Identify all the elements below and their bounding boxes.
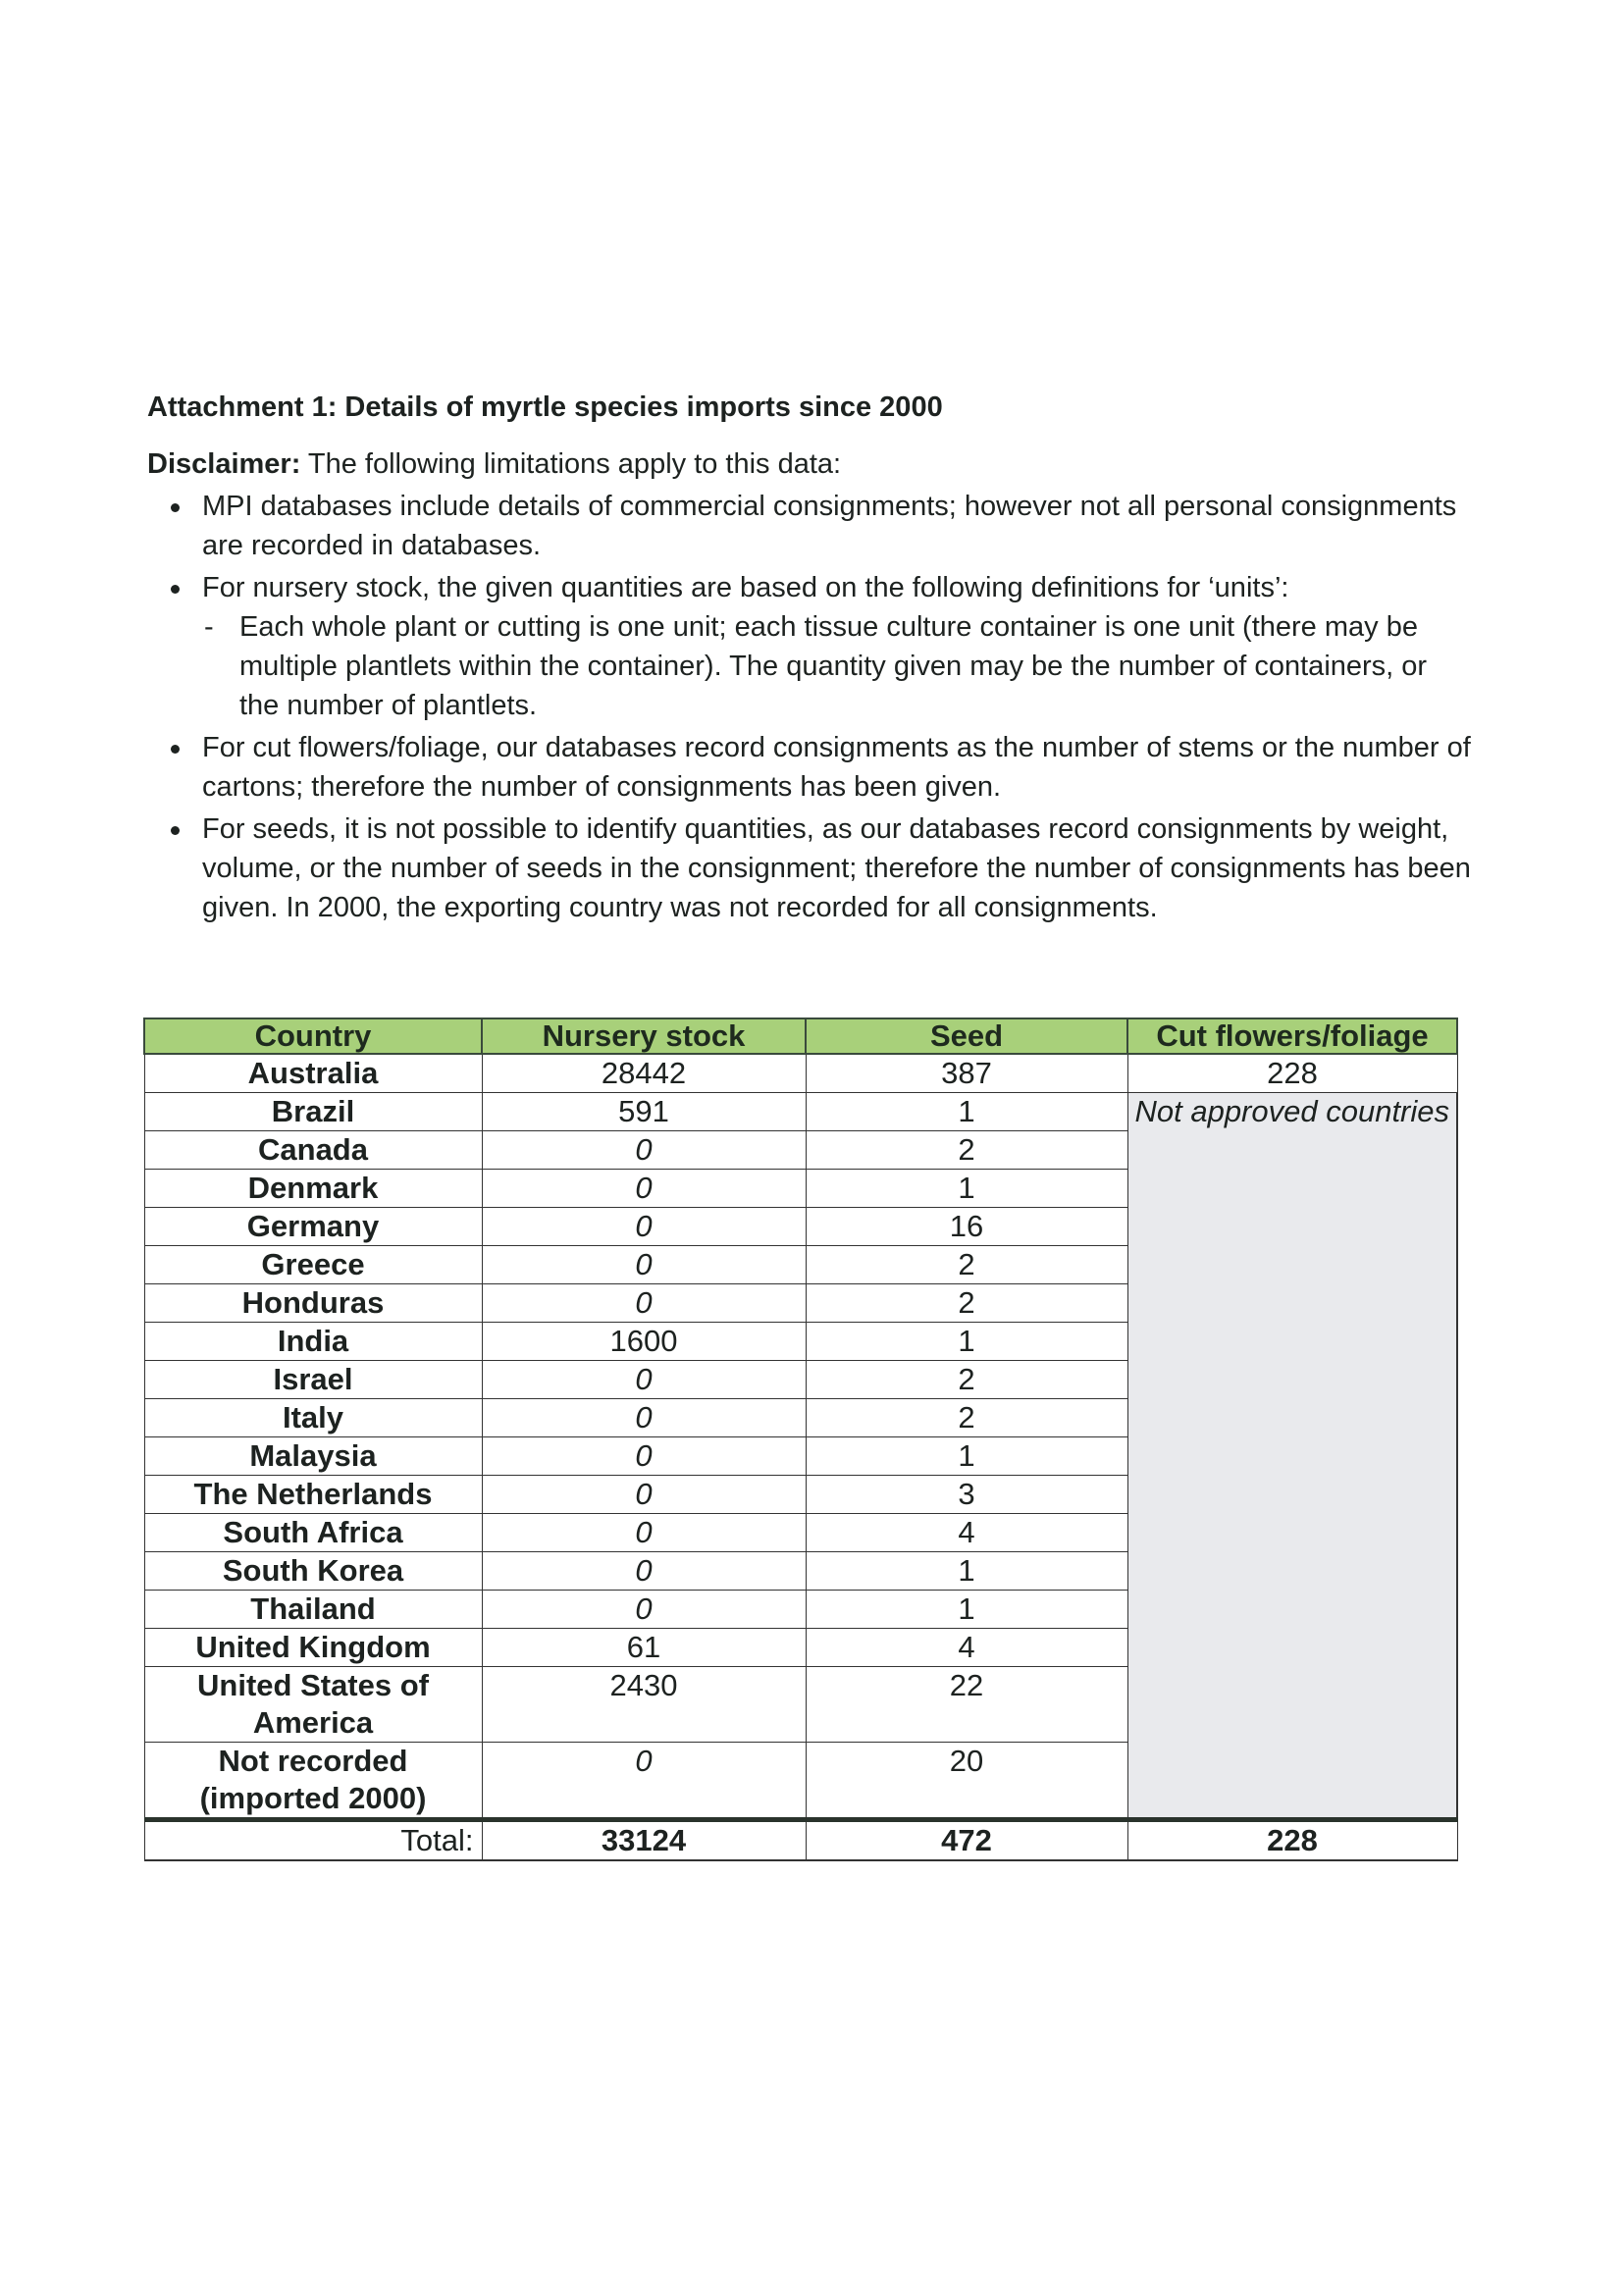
cell-nursery: 28442	[482, 1054, 806, 1093]
document-body	[147, 388, 1471, 929]
cell-country: Canada	[144, 1131, 482, 1170]
sub-list	[202, 607, 1478, 725]
cell-country: United Kingdom	[144, 1629, 482, 1667]
bullet-icon	[171, 585, 180, 594]
total-nursery: 33124	[482, 1820, 806, 1861]
list-item: For nursery stock, the given quantities are based on the following definitions for ‘units’: - Each whole plant or cutting is one unit; each tissue culture container is one unit (there may be multiple plantlets within the container). The quantity given may be the number of containers, or the number of plantlets.	[147, 568, 1478, 725]
disclaimer	[147, 444, 1462, 484]
cell-country: South Africa	[144, 1514, 482, 1552]
table-row	[144, 1093, 1457, 1131]
total-label: Total:	[144, 1820, 482, 1861]
cell-nursery: 0	[482, 1131, 806, 1170]
table-row	[144, 1054, 1457, 1093]
cell-nursery: 591	[482, 1093, 806, 1131]
cell-country: Greece	[144, 1246, 482, 1284]
cell-seed: 1	[806, 1591, 1127, 1629]
cell-seed: 20	[806, 1743, 1127, 1820]
cell-nursery: 61	[482, 1629, 806, 1667]
cell-seed: 2	[806, 1399, 1127, 1437]
cell-seed: 1	[806, 1323, 1127, 1361]
cell-seed: 1	[806, 1093, 1127, 1131]
disclaimer-text: The following limitations apply to this data:	[300, 448, 842, 480]
cell-country: Australia	[144, 1054, 482, 1093]
cell-seed: 3	[806, 1476, 1127, 1514]
cell-seed: 387	[806, 1054, 1127, 1093]
cell-country: United States of America	[144, 1667, 482, 1743]
cell-nursery: 0	[482, 1552, 806, 1591]
header-seed: Seed	[806, 1018, 1127, 1054]
cell-seed: 2	[806, 1284, 1127, 1323]
cell-nursery: 0	[482, 1476, 806, 1514]
cell-seed: 2	[806, 1131, 1127, 1170]
total-row	[144, 1820, 1457, 1861]
bullet-icon	[171, 745, 180, 754]
table-body	[144, 1054, 1457, 1860]
header-nursery-stock: Nursery stock	[482, 1018, 806, 1054]
cell-country: Thailand	[144, 1591, 482, 1629]
imports-table-container	[143, 1018, 1458, 1861]
cell-seed: 2	[806, 1246, 1127, 1284]
total-seed: 472	[806, 1820, 1127, 1861]
cell-nursery: 0	[482, 1514, 806, 1552]
list-item: MPI databases include details of commercial consignments; however not all personal consignments are recorded in databases.	[147, 487, 1478, 565]
cell-country: Italy	[144, 1399, 482, 1437]
sub-list-item: - Each whole plant or cutting is one unit; each tissue culture container is one unit (there may be multiple plantlets within the container). The quantity given may be the number of containers, or the number of plantlets.	[202, 607, 1456, 725]
cell-nursery: 2430	[482, 1667, 806, 1743]
cell-nursery: 0	[482, 1170, 806, 1208]
cell-country: South Korea	[144, 1552, 482, 1591]
list-item: For seeds, it is not possible to identify quantities, as our databases record consignments by weight, volume, or the number of seeds in the consignment; therefore the number of consignments has been given. In 2000, the exporting country was not recorded for all consignments.	[147, 809, 1478, 927]
cell-nursery: 0	[482, 1284, 806, 1323]
cell-country: Not recorded (imported 2000)	[144, 1743, 482, 1820]
imports-table	[143, 1018, 1458, 1861]
list-item: For cut flowers/foliage, our databases record consignments as the number of stems or the number of cartons; therefore the number of consignments has been given.	[147, 728, 1478, 807]
cell-country: Brazil	[144, 1093, 482, 1131]
cell-country: Germany	[144, 1208, 482, 1246]
not-approved-cell: Not approved countries	[1127, 1093, 1457, 1820]
dash-icon: -	[204, 611, 214, 643]
cell-nursery: 0	[482, 1361, 806, 1399]
cell-country: The Netherlands	[144, 1476, 482, 1514]
total-cut: 228	[1127, 1820, 1457, 1861]
cell-nursery: 1600	[482, 1323, 806, 1361]
bullet-icon	[171, 503, 180, 512]
cell-country: Honduras	[144, 1284, 482, 1323]
cell-seed: 22	[806, 1667, 1127, 1743]
cell-seed: 2	[806, 1361, 1127, 1399]
cell-nursery: 0	[482, 1437, 806, 1476]
cell-seed: 1	[806, 1437, 1127, 1476]
cell-cut: 228	[1127, 1054, 1457, 1093]
cell-country: Malaysia	[144, 1437, 482, 1476]
bullet-icon	[171, 826, 180, 835]
cell-country: Israel	[144, 1361, 482, 1399]
disclaimer-label: Disclaimer:	[147, 448, 301, 480]
cell-country: India	[144, 1323, 482, 1361]
cell-nursery: 0	[482, 1399, 806, 1437]
cell-nursery: 0	[482, 1246, 806, 1284]
table-header-row	[144, 1018, 1457, 1054]
cell-seed: 16	[806, 1208, 1127, 1246]
cell-seed: 4	[806, 1514, 1127, 1552]
cell-nursery: 0	[482, 1208, 806, 1246]
cell-seed: 4	[806, 1629, 1127, 1667]
cell-nursery: 0	[482, 1743, 806, 1820]
header-cut-flowers: Cut flowers/foliage	[1127, 1018, 1457, 1054]
cell-seed: 1	[806, 1552, 1127, 1591]
disclaimer-list	[147, 487, 1471, 927]
header-country: Country	[144, 1018, 482, 1054]
cell-country: Denmark	[144, 1170, 482, 1208]
cell-seed: 1	[806, 1170, 1127, 1208]
page-title: Attachment 1: Details of myrtle species imports since 2000	[147, 391, 943, 423]
cell-nursery: 0	[482, 1591, 806, 1629]
